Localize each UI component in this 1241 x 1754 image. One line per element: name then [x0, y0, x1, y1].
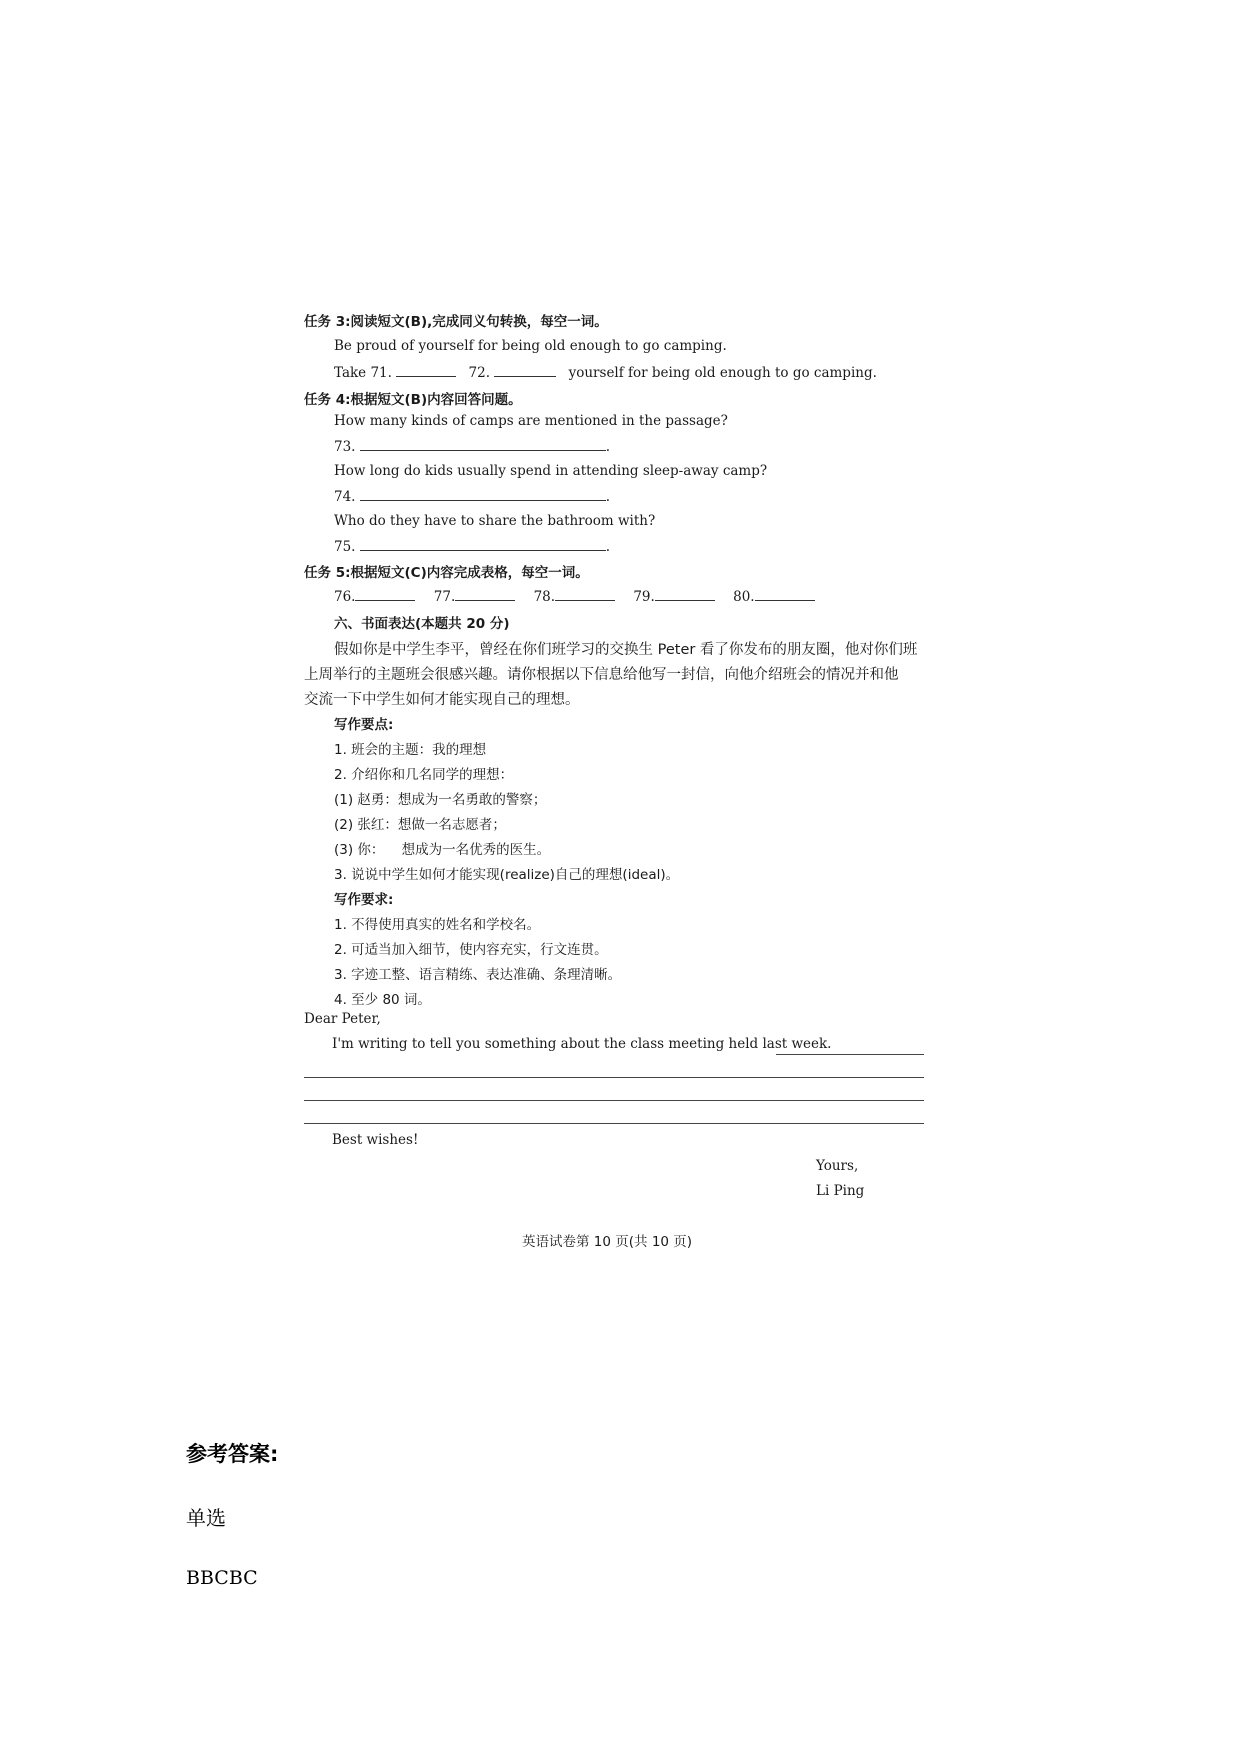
writing-requirement-1: 1. 不得使用真实的姓名和学校名。 — [334, 917, 541, 933]
letter-greeting: Dear Peter, — [304, 1011, 381, 1027]
blank-80 — [755, 588, 815, 601]
writing-heading: 六、书面表达(本题共 20 分) — [334, 616, 510, 632]
letter-signature: Li Ping — [816, 1183, 865, 1199]
writing-requirements-heading: 写作要求: — [334, 892, 394, 908]
writing-prompt-line-1: 假如你是中学生李平，曾经在你们班学习的交换生 Peter 看了你发布的朋友圈，他对你们班 — [334, 642, 918, 658]
writing-line-2 — [304, 1077, 924, 1078]
blank-number-78: 78. — [533, 589, 556, 605]
answer-period: . — [605, 489, 611, 505]
blank-72 — [494, 364, 556, 377]
answer-title: 参考答案: — [186, 1442, 279, 1466]
task3-heading: 任务 3:阅读短文(B),完成同义句转换，每空一词。 — [304, 314, 608, 330]
blank-78 — [555, 588, 615, 601]
task3-rest: yourself for being old enough to go camping. — [568, 365, 877, 381]
blank-77 — [455, 588, 515, 601]
letter-opening: I'm writing to tell you something about the class meeting held last week. — [332, 1036, 832, 1052]
answer-period: . — [605, 439, 611, 455]
writing-point-2-3: (3) 你： 想成为一名优秀的医生。 — [334, 842, 551, 858]
writing-requirement-2: 2. 可适当加入细节，使内容充实，行文连贯。 — [334, 942, 608, 958]
letter-closing: Best wishes! — [332, 1132, 419, 1148]
answer-section-label: 单选 — [186, 1506, 226, 1530]
answer-blank — [360, 538, 606, 551]
answer-blank — [360, 488, 606, 501]
writing-line-4 — [304, 1123, 924, 1124]
writing-point-3: 3. 说说中学生如何才能实现(realize)自己的理想(ideal)。 — [334, 867, 680, 883]
task4-heading: 任务 4:根据短文(B)内容回答问题。 — [304, 392, 522, 408]
answer-period: . — [605, 539, 611, 555]
task4-answer-line-75 — [334, 538, 610, 555]
writing-point-2: 2. 介绍你和几名同学的理想： — [334, 767, 514, 783]
writing-point-2-2: (2) 张红：想做一名志愿者； — [334, 817, 506, 833]
task5-blanks — [334, 588, 815, 605]
task4-answer-line-74 — [334, 488, 610, 505]
task4-question-1: How many kinds of camps are mentioned in the passage? — [334, 413, 728, 429]
task5-heading: 任务 5:根据短文(C)内容完成表格，每空一词。 — [304, 565, 589, 581]
blank-71 — [396, 364, 456, 377]
writing-requirement-4: 4. 至少 80 词。 — [334, 992, 431, 1008]
task3-take: Take 71. — [334, 365, 392, 381]
writing-point-1: 1. 班会的主题：我的理想 — [334, 742, 487, 758]
writing-prompt-line-3: 交流一下中学生如何才能实现自己的理想。 — [304, 692, 580, 708]
writing-point-2-1: (1) 赵勇：想成为一名勇敢的警察； — [334, 792, 547, 808]
writing-prompt-line-2: 上周举行的主题班会很感兴趣。请你根据以下信息给他写一封信，向他介绍班会的情况并和他 — [304, 667, 899, 683]
task4-question-2: How long do kids usually spend in attending sleep-away camp? — [334, 463, 768, 479]
blank-76 — [355, 588, 415, 601]
blank-number-79: 79. — [633, 589, 655, 605]
blank-number-77: 77. — [433, 589, 456, 605]
task3-rewrite — [334, 364, 877, 381]
blank-79 — [655, 588, 715, 601]
answer-number: 73. — [334, 439, 356, 455]
blank-number-76: 76. — [334, 589, 356, 605]
writing-requirement-3: 3. 字迹工整、语言精练、表达准确、条理清晰。 — [334, 967, 622, 983]
task3-sentence: Be proud of yourself for being old enough to go camping. — [334, 338, 727, 354]
writing-points-heading: 写作要点: — [334, 717, 394, 733]
writing-line-1 — [776, 1054, 924, 1055]
answer-number: 74. — [334, 489, 356, 505]
task4-answer-line-73 — [334, 438, 610, 455]
answer-key: BBCBC — [186, 1567, 258, 1589]
task4-question-3: Who do they have to share the bathroom with? — [334, 513, 656, 529]
page-footer: 英语试卷第 10 页(共 10 页) — [522, 1234, 693, 1250]
answer-number: 75. — [334, 539, 356, 555]
writing-line-3 — [304, 1100, 924, 1101]
letter-yours: Yours, — [816, 1158, 859, 1174]
answer-blank — [360, 438, 606, 451]
blank-number-80: 80. — [733, 589, 755, 605]
task3-72: 72. — [468, 365, 491, 381]
